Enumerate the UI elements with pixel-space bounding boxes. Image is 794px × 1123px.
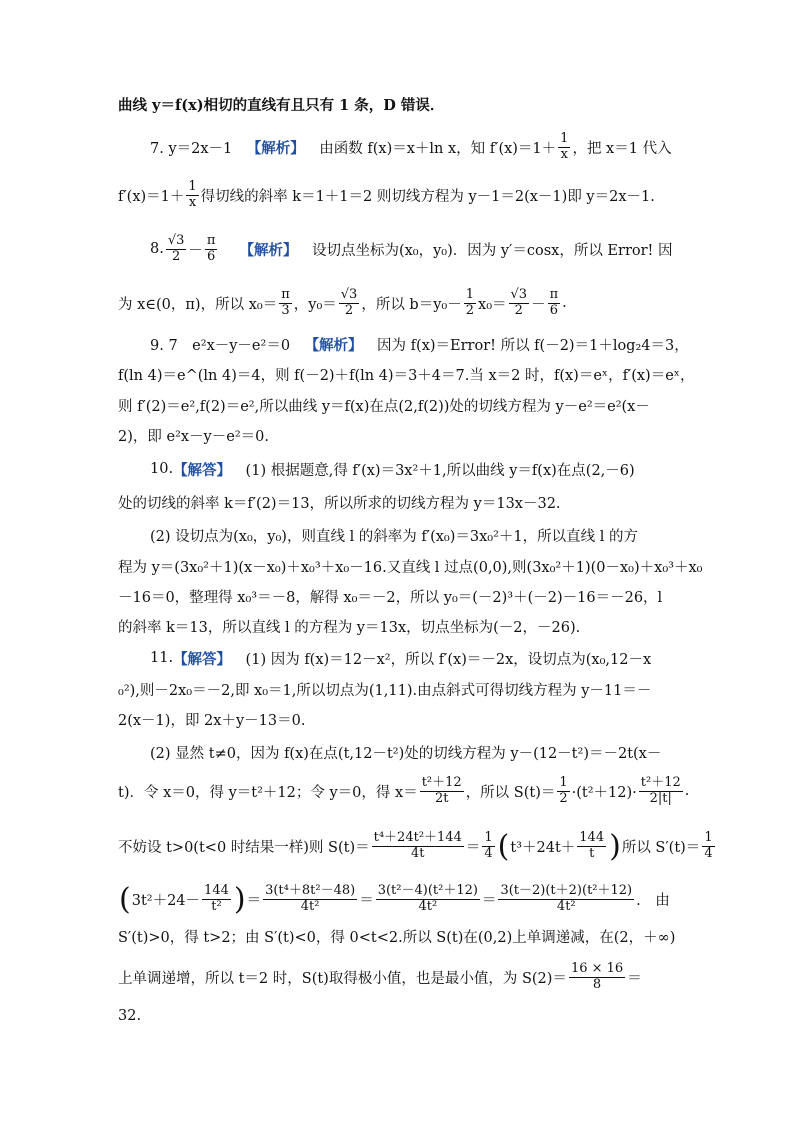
line-text: (1) 根据题意,得 f′(x)＝3x²＋1,所以曲线 y＝f(x)在点(2,－6) [231, 462, 635, 479]
answer-11-line-6 [118, 826, 713, 866]
analysis-tag: 【解析】 [304, 336, 363, 354]
line-text: 则 f′(2)＝e²,f(2)＝e²,所以曲线 y＝f(x)在点(2,f(2))处的切线方程为 y－e²＝e²(x－ [118, 398, 650, 415]
denominator: 2|t| [649, 790, 672, 806]
right-paren: ) [609, 828, 621, 864]
fraction [339, 288, 360, 319]
analysis-tag: 【解析】 [246, 139, 305, 157]
line-text: －16＝0，整理得 x₀³＝－8，解得 x₀＝－2，所以 y₀＝(－2)³＋(－2)－16＝－26，l [118, 589, 663, 606]
fraction [482, 831, 494, 862]
denominator: 2 [171, 248, 181, 264]
denominator: 4 [484, 845, 493, 861]
fraction [202, 884, 231, 915]
fraction [464, 288, 476, 319]
fraction [569, 962, 625, 993]
fraction [702, 831, 714, 862]
numerator: t²＋12 [640, 774, 681, 790]
numerator: 3(t²－4)(t²＋12) [377, 882, 478, 898]
operator: ＝ [359, 892, 374, 909]
denominator: 2t [434, 790, 449, 806]
line-text: ，y₀＝ [293, 296, 337, 313]
line-text: 所以 S′(t)＝ [621, 839, 701, 856]
answer-11-line-5 [118, 771, 690, 811]
answer-11-line-9 [118, 957, 678, 997]
numerator: 1 [559, 774, 568, 790]
left-paren: ( [497, 828, 510, 864]
line-text: 上单调递增，所以 t＝2 时，S(t)取得极小值，也是最小值，为 S(2)＝ [118, 970, 567, 987]
line-text: ，所以 S(t)＝ [465, 784, 556, 801]
line-text: . [562, 295, 567, 311]
denominator: 2 [465, 302, 475, 318]
fraction [263, 884, 357, 915]
denominator: 8 [592, 976, 602, 992]
operator: ＝ [481, 892, 497, 909]
fraction [205, 234, 218, 265]
line-text: S′(t)>0，得 t>2；由 S′(t)<0，得 0<t<2.所以 S(t)在(0,2)上单调递减，在(2，＋∞) [118, 929, 676, 946]
line-text: (1) 因为 f(x)＝12－x²，所以 f′(x)＝－2x，设切点为(x₀,12－x [231, 651, 652, 668]
denominator: 4t [410, 845, 425, 861]
line-text: (2) 显然 t≠0，因为 f(x)在点(t,12－t²)处的切线方程为 y－(12－t²)＝－2t(x－ [150, 745, 662, 762]
fraction [372, 831, 464, 862]
operator: ＝ [246, 892, 262, 909]
numerator: 1 [484, 829, 493, 845]
solution-tag: 【解答】 [173, 461, 232, 479]
line-text: ₀²),则－2x₀＝－2,即 x₀＝1,所以切点为(1,11).由点斜式可得切线方程为 y－11＝－ [118, 682, 652, 699]
answer-11-line-7 [118, 879, 678, 919]
denominator: 4 [704, 845, 713, 861]
numerator: √3 [510, 286, 528, 302]
numerator: π [206, 232, 216, 248]
solution-tag: 【解答】 [173, 650, 232, 668]
numerator: 1 [560, 130, 569, 146]
line-text: t³＋24t＋ [510, 839, 576, 856]
analysis-tag: 【解析】 [239, 241, 298, 259]
line-text: 3t²＋24－ [131, 892, 201, 909]
fraction [577, 831, 606, 862]
fraction [279, 288, 292, 319]
line-text: 处的切线的斜率 k＝f′(2)＝13，所以所求的切线方程为 y＝13x－32. [118, 495, 561, 512]
numerator: 3(t⁴＋8t²－48) [265, 882, 356, 898]
denominator: 6 [207, 248, 216, 264]
line-text: . 由 [636, 892, 670, 909]
numerator: π [281, 286, 290, 302]
numerator: π [549, 286, 559, 302]
answer-value: 9. 7 e²x－y－e²＝0 [150, 337, 305, 354]
line-text: f′(x)＝1＋ [118, 188, 185, 205]
numerator: 1 [188, 178, 197, 194]
answer-number: 10. [150, 461, 174, 477]
line-text: 32. [118, 1008, 142, 1024]
fraction [557, 776, 569, 807]
fraction [639, 776, 683, 807]
line-text: 由函数 f(x)＝x＋ln x，知 f′(x)＝1＋ [304, 140, 557, 157]
numerator: 1 [465, 286, 475, 302]
numerator: 16 × 16 [570, 960, 624, 976]
answer-11-line-8 [118, 916, 678, 956]
numerator: 3(t－2)(t＋2)(t²＋12) [500, 882, 633, 898]
numerator: 144 [204, 882, 229, 898]
answer-value: 7. y＝2x－1 [150, 140, 247, 157]
numerator: t²＋12 [421, 774, 462, 790]
fraction [548, 288, 561, 319]
operator: － [188, 242, 203, 259]
line-text: ，把 x＝1 代入 [572, 140, 672, 157]
numerator: 1 [704, 829, 713, 845]
answer-11-line-10 [118, 996, 678, 1036]
line-text: (2) 设切点为(x₀，y₀)，则直线 l 的斜率为 f′(x₀)＝3x₀²＋1，所以直线 l 的方 [150, 528, 638, 545]
fraction [498, 884, 634, 915]
fraction [166, 234, 187, 265]
line-text: 2)，即 e²x－y－e²＝0. [118, 428, 269, 445]
line-text: t)．令 x＝0，得 y＝t²＋12；令 y＝0，得 x＝ [118, 784, 418, 801]
right-paren: ) [233, 881, 246, 917]
line-text: 设切点坐标为(x₀，y₀)．因为 y′＝cosx，所以 Error! 因 [297, 242, 673, 259]
line-text: 不妨设 t>0(t<0 时结果一样)则 S(t)＝ [118, 839, 370, 856]
line-text: 曲线 y＝f(x)相切的直线有且只有 1 条，D 错误． [118, 96, 445, 114]
numerator: 144 [579, 829, 605, 845]
line-text: ·(t²＋12)· [571, 784, 637, 801]
text-line-1 [118, 84, 678, 124]
line-text: ，所以 b＝y₀－ [361, 296, 462, 313]
numerator: √3 [340, 286, 358, 302]
line-text: 为 x∈(0，π)，所以 x₀＝ [118, 296, 278, 313]
operator: ＝ [465, 839, 481, 856]
line-text: 2(x－1)，即 2x＋y－13＝0. [118, 712, 306, 729]
line-text: 程为 y＝(3x₀²＋1)(x－x₀)＋x₀³＋x₀－16.又直线 l 过点(0,0),则(3x₀²＋1)(0－x₀)＋x₀³＋x₀ [118, 559, 703, 576]
line-text: 因为 f(x)＝Error! 所以 f(－2)＝1＋log₂4＝3， [362, 337, 689, 354]
numerator: t⁴＋24t²＋144 [373, 829, 462, 845]
operator: － [531, 296, 546, 313]
denominator: 4t² [556, 898, 576, 914]
fraction [509, 288, 530, 319]
fraction [186, 180, 198, 211]
denominator: 3 [281, 302, 290, 318]
denominator: x [188, 194, 197, 210]
answer-11-line-4 [150, 732, 678, 772]
denominator: t [589, 845, 595, 861]
fraction [558, 132, 570, 163]
denominator: 2 [514, 302, 523, 318]
denominator: 6 [549, 302, 558, 318]
left-paren: ( [119, 881, 131, 917]
line-text: x₀＝ [478, 296, 507, 313]
fraction [376, 884, 480, 915]
answer-number: 8. [150, 241, 164, 257]
answer-number: 11. [150, 650, 174, 666]
answer-7-line-1 [150, 127, 678, 167]
denominator: 4t² [418, 898, 438, 914]
line-text: f(ln 4)＝e^(ln 4)＝4，则 f(－2)＋f(ln 4)＝3＋4＝7.当 x＝2 时，f(x)＝eˣ，f′(x)＝eˣ， [118, 367, 695, 384]
numerator: √3 [167, 232, 185, 248]
line-text: 的斜率 k＝13，所以直线 l 的方程为 y＝13x，切点坐标为(－2，－26). [118, 619, 581, 636]
line-text: 得切线的斜率 k＝1＋1＝2 则切线方程为 y－1＝2(x－1)即 y＝2x－1. [200, 188, 655, 205]
line-text: . [684, 783, 690, 799]
denominator: 2 [344, 302, 354, 318]
answer-8-line-1 [150, 229, 678, 269]
denominator: 2 [559, 790, 568, 806]
denominator: t² [211, 898, 222, 914]
denominator: 4t² [300, 898, 320, 914]
fraction [420, 776, 464, 807]
answer-7-line-2 [118, 175, 678, 215]
denominator: x [560, 146, 568, 162]
operator: ＝ [627, 970, 642, 987]
answer-8-line-2 [118, 283, 678, 323]
